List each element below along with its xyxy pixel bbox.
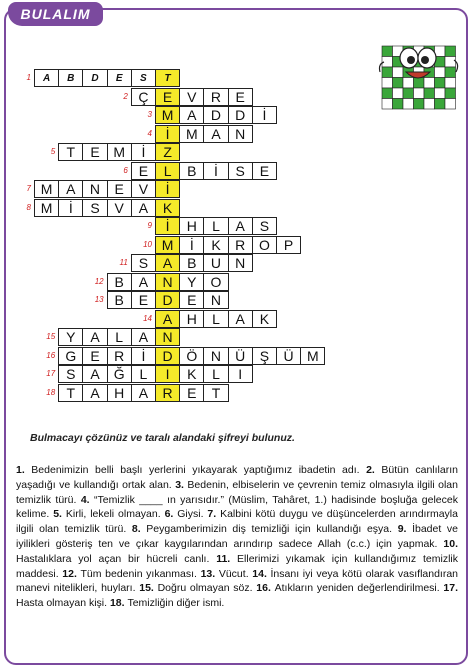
clue-text: İbadet ve iyilikleri gösteriş ten ve çıkar kaygılarından arındırıp sadece Allah (c.c.) için yapmak. (16, 523, 458, 550)
clue-index: 15. (139, 582, 158, 595)
clue-number: 13 (94, 295, 104, 304)
grid-cell[interactable]: Ş (252, 347, 277, 365)
grid-cell[interactable]: Z (155, 143, 180, 161)
clue-number: 12 (94, 276, 104, 286)
grid-cell[interactable]: R (203, 88, 228, 106)
grid-cell[interactable]: İ (131, 347, 156, 365)
grid-cell[interactable]: D (155, 347, 180, 365)
grid-cell[interactable]: A (82, 384, 107, 402)
grid-cell[interactable]: A (131, 384, 156, 402)
clue-text: Hastalıklara yol açan bir hücreli canlı. (16, 552, 217, 565)
grid-cell[interactable]: T (203, 384, 228, 402)
clue-text: “Temizlik ____ ın yarısıdır.” (Müslim, Tahâret, 1.) hadisinde boşluğa gelecek kelime. (16, 493, 458, 521)
grid-cell[interactable]: L (155, 162, 180, 180)
grid-cell[interactable]: Y (58, 328, 83, 346)
grid-cell[interactable]: D (203, 106, 228, 124)
grid-cell[interactable]: M (107, 143, 132, 161)
grid-cell[interactable]: S (58, 365, 83, 383)
grid-cell[interactable]: R (107, 347, 132, 365)
grid-cell[interactable]: S (131, 254, 156, 272)
clue-number: 3 (147, 110, 152, 119)
grid-cell[interactable]: S (228, 162, 253, 180)
grid-cell[interactable]: H (179, 310, 204, 328)
grid-cell[interactable]: P (276, 236, 301, 254)
clue-index: 7. (207, 508, 221, 521)
clue-text: Temizliğin diğer ismi. (127, 597, 225, 610)
instruction-text: Bulmacayı çözünüz ve taralı alandaki şifreyi bulunuz. (30, 432, 295, 444)
clue-text: Vücut. (218, 567, 253, 580)
grid-cell[interactable]: D (82, 69, 107, 87)
grid-cell[interactable]: E (228, 88, 253, 106)
grid-cell[interactable]: T (58, 143, 83, 161)
clue-number: 17 (46, 369, 56, 378)
clue-text: Bütün canlıların yaşadığı ve kullandığı ortak alan. (16, 464, 458, 491)
grid-cell[interactable]: V (179, 88, 204, 106)
grid-cell[interactable]: T (58, 384, 83, 402)
grid-cell[interactable]: A (34, 69, 59, 87)
grid-cell[interactable]: Ü (276, 347, 301, 365)
clue-number: 14 (143, 313, 152, 323)
clue-number: 18 (46, 387, 56, 397)
clue-list (16, 463, 458, 611)
clue-text: Tüm bedenin yıkanması. (80, 567, 201, 580)
clue-text: İnsanı iyi veya kötü olarak vasıflandıran manevi nitelikleri, huyları. (16, 567, 459, 595)
clue-index: 6. (164, 508, 178, 521)
grid-cell[interactable]: O (252, 236, 277, 254)
grid-cell[interactable]: A (131, 199, 156, 217)
clue-text: Atıkların yeniden değerlendirilmesi. (274, 582, 444, 595)
grid-cell[interactable]: E (252, 162, 277, 180)
grid-cell[interactable]: L (203, 217, 228, 235)
grid-cell[interactable]: L (203, 310, 228, 328)
grid-cell[interactable]: N (82, 180, 107, 198)
clue-index: 9. (397, 523, 413, 536)
grid-cell[interactable]: İ (155, 125, 180, 143)
grid-cell[interactable]: E (179, 291, 204, 309)
clue-number: 5 (50, 147, 56, 156)
clue-index: 3. (175, 478, 188, 491)
clue-index: 1. (16, 464, 32, 476)
clue-index: 17. (443, 582, 459, 595)
clue-index: 18. (109, 597, 128, 610)
clue-text: Doğru olmayan söz. (157, 582, 257, 595)
grid-cell[interactable]: N (155, 273, 180, 291)
crossword-grid-mascot-icon (376, 38, 462, 114)
grid-cell[interactable]: K (155, 199, 180, 217)
grid-cell[interactable]: İ (58, 199, 83, 217)
grid-cell[interactable]: A (58, 180, 83, 198)
grid-cell[interactable]: L (131, 365, 156, 383)
clue-number: 16 (46, 350, 56, 360)
grid-cell[interactable]: B (179, 254, 204, 272)
grid-cell[interactable]: E (82, 347, 107, 365)
clue-number: 4 (147, 128, 152, 138)
grid-cell[interactable]: N (228, 125, 253, 143)
clue-number: 15 (46, 332, 56, 341)
grid-cell[interactable]: S (131, 69, 156, 87)
clue-text: Peygamberimizin diş temizliği için kullandığı eşya. (146, 523, 398, 536)
clue-index: 10. (443, 537, 458, 550)
grid-cell[interactable]: İ (155, 180, 180, 198)
grid-cell[interactable]: T (155, 69, 180, 87)
clue-number: 2 (123, 91, 128, 101)
grid-cell[interactable]: S (82, 199, 107, 217)
grid-cell[interactable]: A (155, 254, 180, 272)
grid-cell[interactable]: B (107, 273, 132, 291)
grid-cell[interactable]: Ö (179, 347, 204, 365)
grid-cell[interactable]: S (252, 217, 277, 235)
clue-index: 11. (216, 552, 238, 565)
clue-number: 10 (143, 239, 152, 249)
clue-index: 8. (131, 523, 147, 536)
grid-cell[interactable]: V (107, 199, 132, 217)
grid-cell[interactable]: Ü (228, 347, 253, 365)
grid-cell[interactable]: M (34, 180, 59, 198)
grid-cell[interactable]: K (179, 365, 204, 383)
grid-cell[interactable]: M (155, 106, 180, 124)
grid-cell[interactable]: K (203, 236, 228, 254)
grid-cell[interactable]: Ğ (107, 365, 132, 383)
grid-cell[interactable]: I (228, 365, 253, 383)
clue-text: Hasta olmayan kişi. (16, 597, 110, 610)
grid-cell[interactable]: B (179, 162, 204, 180)
grid-cell[interactable]: O (203, 273, 228, 291)
grid-cell[interactable]: N (155, 328, 180, 346)
clue-index: 2. (366, 464, 382, 476)
grid-cell[interactable]: A (82, 365, 107, 383)
grid-cell[interactable]: A (228, 217, 253, 235)
grid-cell[interactable]: A (228, 310, 253, 328)
grid-cell[interactable]: R (228, 236, 253, 254)
clue-index: 14. (252, 567, 271, 580)
grid-cell[interactable]: D (228, 106, 253, 124)
grid-cell[interactable]: E (155, 88, 180, 106)
grid-cell[interactable]: E (131, 291, 156, 309)
grid-cell[interactable]: A (203, 125, 228, 143)
clue-number: 8 (26, 202, 31, 212)
clue-index: 12. (62, 567, 81, 580)
grid-cell[interactable]: A (131, 273, 156, 291)
grid-cell[interactable]: A (179, 106, 204, 124)
grid-cell[interactable]: M (155, 236, 180, 254)
clue-index: 5. (53, 508, 66, 521)
grid-cell[interactable]: B (58, 69, 83, 87)
grid-cell[interactable]: N (228, 254, 253, 272)
grid-cell[interactable]: R (155, 384, 180, 402)
grid-cell[interactable]: L (203, 365, 228, 383)
clue-text: Bedenin, elbiselerin ve çevrenin temiz olmasıyla ilgili olan temizlik türü. (16, 478, 458, 506)
title-badge-label: BULALIM (20, 6, 91, 22)
grid-cell[interactable]: İ (252, 106, 277, 124)
clue-text: Bedenimizin belli başlı yerlerini yıkayarak yaptığımız ibadetin adı. (31, 464, 367, 476)
grid-cell[interactable]: M (179, 125, 204, 143)
grid-cell[interactable]: E (179, 384, 204, 402)
grid-cell[interactable]: İ (155, 217, 180, 235)
grid-cell[interactable]: İ (131, 143, 156, 161)
clue-text: Ellerimizi yıkamak için kullandığımız temizlik maddesi. (16, 552, 458, 580)
grid-cell[interactable]: M (300, 347, 325, 365)
clue-text: Kalbini kötü duygu ve düşüncelerden arındırmayla ilgili olan temizlik türü. (16, 508, 458, 536)
grid-cell[interactable]: L (107, 328, 132, 346)
grid-cell[interactable]: N (203, 347, 228, 365)
grid-cell[interactable]: Y (179, 273, 204, 291)
grid-cell[interactable]: M (34, 199, 59, 217)
clue-number: 9 (147, 221, 152, 230)
grid-cell[interactable]: A (155, 310, 180, 328)
grid-cell[interactable]: E (107, 180, 132, 198)
grid-cell[interactable]: K (252, 310, 277, 328)
grid-cell[interactable]: Ç (131, 88, 156, 106)
grid-cell[interactable]: A (82, 328, 107, 346)
grid-cell[interactable]: E (131, 162, 156, 180)
clue-index: 4. (80, 493, 95, 506)
grid-cell[interactable]: G (58, 347, 83, 365)
clue-text: Giysi. (177, 508, 208, 521)
clue-number: 1 (26, 73, 31, 82)
grid-cell[interactable]: A (131, 328, 156, 346)
grid-cell[interactable]: E (107, 69, 132, 87)
grid-cell[interactable]: I (155, 365, 180, 383)
grid-cell[interactable]: İ (179, 236, 204, 254)
clue-text: Kirli, lekeli olmayan. (65, 508, 165, 521)
clue-index: 16. (256, 582, 275, 595)
grid-cell[interactable]: D (155, 291, 180, 309)
grid-cell[interactable]: U (203, 254, 228, 272)
grid-cell[interactable]: N (203, 291, 228, 309)
clue-number: 6 (123, 165, 128, 175)
clue-number: 7 (26, 184, 31, 193)
grid-cell[interactable]: H (107, 384, 132, 402)
clue-index: 13. (200, 567, 219, 580)
grid-cell[interactable]: E (82, 143, 107, 161)
grid-cell[interactable]: H (179, 217, 204, 235)
grid-cell[interactable]: İ (203, 162, 228, 180)
grid-cell[interactable]: B (107, 291, 132, 309)
grid-cell[interactable]: V (131, 180, 156, 198)
clue-number: 11 (119, 258, 128, 267)
